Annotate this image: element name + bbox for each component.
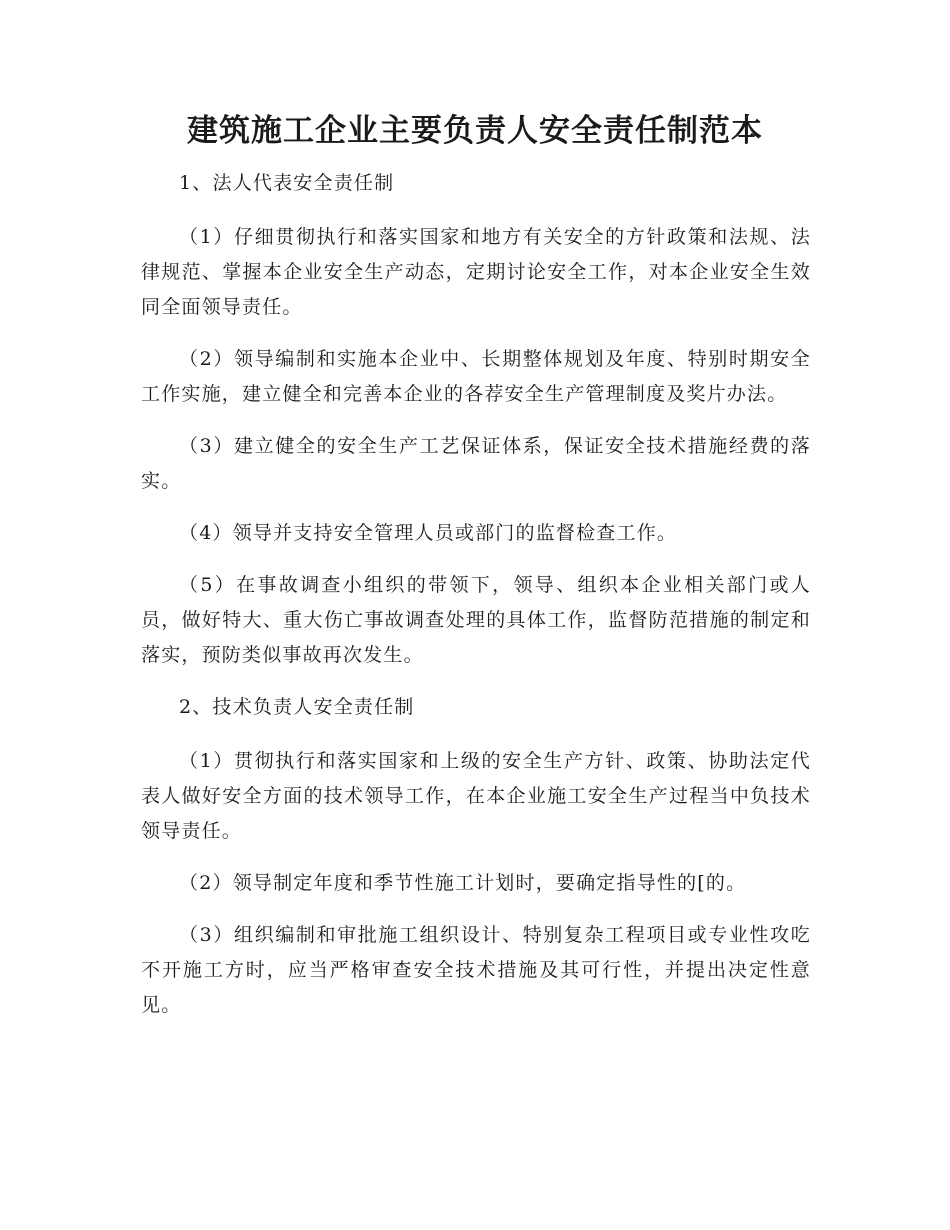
paragraph: （1）贯彻执行和落实国家和上级的安全生产方针、政策、协助法定代表人做好安全方面的技术领导工作，在本企业施工安全生产过程当中负技术领导责任。 <box>141 750 811 842</box>
paragraph: （2）领导编制和实施本企业中、长期整体规划及年度、特别时期安全工作实施，建立健全和完善本企业的各荐安全生产管理制度及奖片办法。 <box>141 348 811 405</box>
paragraph: （3）建立健全的安全生产工艺保证体系，保证安全技术措施经费的落实。 <box>141 435 811 492</box>
document-title: 建筑施工企业主要负责人安全责任制范本 <box>187 113 763 149</box>
paragraph: （4）领导并支持安全管理人员或部门的监督检查工作。 <box>179 522 678 544</box>
paragraph: （1）仔细贯彻执行和落实国家和地方有关安全的方针政策和法规、法律规范、掌握本企业安全生产动态，定期讨论安全工作，对本企业安全生效同全面领导责任。 <box>141 226 811 318</box>
paragraph: （3）组织编制和审批施工组织设计、特别复杂工程项目或专业性攻吃不开施工方时，应当严格审查安全技术措施及其可行性，并提出决定性意见。 <box>141 924 811 1016</box>
section-heading-1: 1、法人代表安全责任制 <box>179 172 395 194</box>
paragraph: （5）在事故调查小组织的带领下，领导、组织本企业相关部门或人员，做好特大、重大伤亡事故调查处理的具体工作，监督防范措施的制定和落实，预防类似事故再次发生。 <box>141 574 811 666</box>
paragraph: （2）领导制定年度和季节性施工计划时，要确定指导性的[的。 <box>179 872 747 894</box>
section-heading-2: 2、技术负责人安全责任制 <box>179 696 415 718</box>
document-body <box>141 166 811 1040</box>
